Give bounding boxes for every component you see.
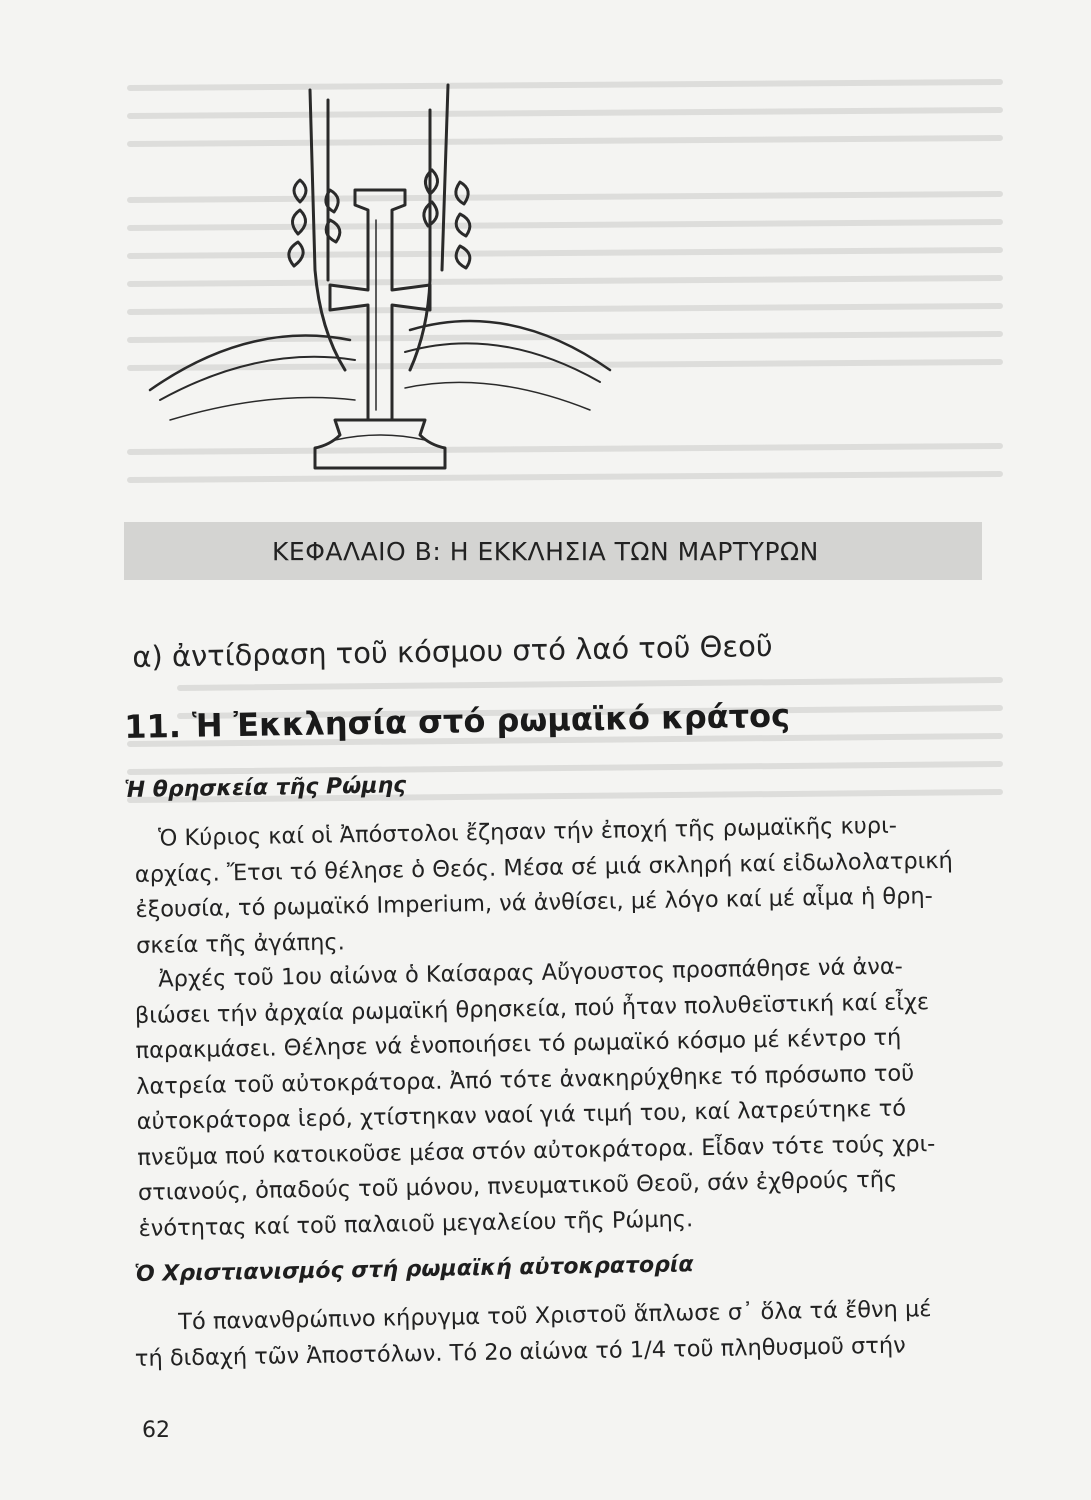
- paragraph: [134, 948, 999, 1247]
- text-line: παρακμάσει. Θέλησε νά ἑνοποιήσει τό ρωμαϊκό κόσμο μέ κέντρο τή: [135, 1024, 902, 1064]
- text-line: βιώσει τήν ἀρχαία ρωμαϊκή θρησκεία, πού ἦταν πολυθεϊστική καί εἶχε: [134, 988, 930, 1029]
- text-line: σκεία τῆς ἀγάπης.: [135, 928, 345, 959]
- text-line: Ὁ Κύριος καί οἱ Ἀπόστολοι ἔζησαν τήν ἐποχή τῆς ρωμαϊκῆς κυρι-: [158, 812, 898, 852]
- text-line: λατρεία τοῦ αὐτοκράτορα. Ἀπό τότε ἀνακηρύχθηκε τό πρόσωπο τοῦ: [135, 1059, 915, 1100]
- chapter-banner-title: ΚΕΦΑΛΑΙΟ Β: Η ΕΚΚΛΗΣΙΑ ΤΩΝ ΜΑΡΤΥΡΩΝ: [272, 537, 819, 566]
- subsection-heading: α) ἀντίδραση τοῦ κόσμου στό λαό τοῦ Θεοῦ: [132, 628, 773, 674]
- section-heading-roman-religion: Ἡ θρησκεία τῆς Ρώμης: [124, 773, 407, 803]
- cross-wheat-emblem: [130, 70, 630, 500]
- text-line: τή διδαχή τῶν Ἀποστόλων. Τό 2ο αἰώνα τό 1/4 τοῦ πληθυσμοῦ στήν: [134, 1332, 906, 1372]
- text-line: στιανούς, ὀπαδούς τοῦ μόνου, πνευματικοῦ Θεοῦ, σάν ἐχθρούς τῆς: [137, 1166, 898, 1206]
- text-line: αρχίας. Ἔτσι τό θέλησε ὁ Θεός. Μέσα σέ μιά σκληρή καί εἰδωλολατρική: [134, 847, 954, 888]
- text-line: Ἀρχές τοῦ 1ου αἰώνα ὁ Καίσαρας Αὔγουστος προσπάθησε νά ἀνα-: [158, 953, 904, 993]
- paragraph: [134, 1291, 999, 1377]
- text-line: ἐξουσία, τό ρωμαϊκό Imperium, νά ἀνθίσει, μέ λόγο καί μέ αἷμα ἡ θρη-: [135, 883, 934, 923]
- chapter-title: 11. Ἡ Ἐκκλησία στό ρωμαϊκό κράτος: [124, 696, 791, 746]
- section-heading-christianity-empire: Ὁ Χριστιανισμός στή ρωμαϊκή αὐτοκρατορία: [134, 1252, 694, 1287]
- text-line: ἑνότητας καί τοῦ παλαιοῦ μεγαλείου τῆς Ρώμης.: [138, 1205, 694, 1242]
- text-line: αὐτοκράτορα ἱερό, χτίστηκαν ναοί γιά τιμή του, καί λατρεύτηκε τό: [136, 1095, 907, 1135]
- page-number: 62: [142, 1418, 170, 1443]
- text-line: Τό πανανθρώπινο κήρυγμα τοῦ Χριστοῦ ἅπλωσε σ᾽ ὅλα τά ἔθνη μέ: [178, 1296, 932, 1336]
- text-line: πνεῦμα πού κατοικοῦσε μέσα στόν αὐτοκράτορα. Εἶδαν τότε τούς χρι-: [137, 1130, 936, 1171]
- paragraph: [134, 807, 992, 964]
